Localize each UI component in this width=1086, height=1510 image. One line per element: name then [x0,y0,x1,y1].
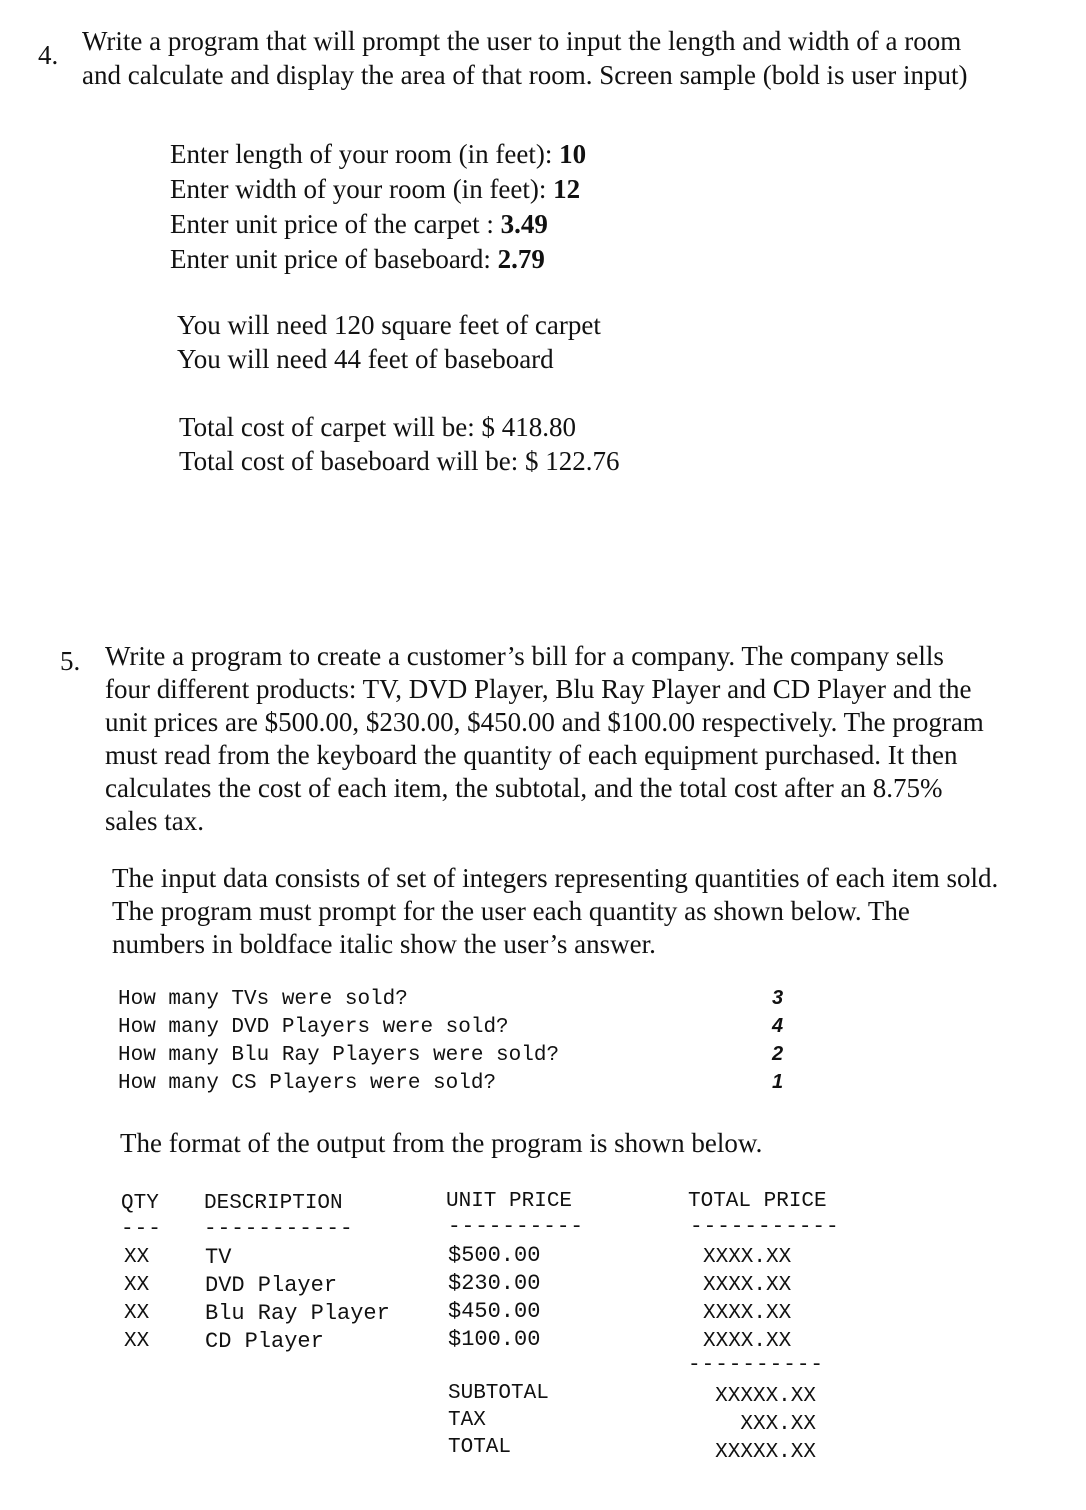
q4-input-length [170,137,586,172]
table-row-desc: DVD Player [205,1273,338,1298]
table-row-total: XXXX.XX [703,1246,792,1269]
total-value: XXXXX.XX [715,1441,816,1464]
q4-input-width [170,172,586,207]
user-input-value: 2.79 [497,244,545,274]
q4-cost-baseboard: Total cost of baseboard will be: $ 122.76 [179,446,620,476]
underline-unit-price: ---------- [448,1216,585,1239]
q5-format-text: The format of the output from the program is shown below. [120,1128,763,1158]
table-row-desc: CD Player [205,1329,324,1354]
table-row-total: XXXX.XX [703,1330,792,1353]
q4-need-carpet: You will need 120 square feet of carpet [177,310,601,340]
total-label: TOTAL [448,1436,512,1459]
q4-sample-inputs [170,137,586,277]
underline-total-price: ----------- [690,1216,840,1239]
table-row-desc: TV [205,1245,232,1270]
prompt-text: Enter unit price of the carpet : [170,209,494,239]
table-header-qty: QTY [121,1192,159,1215]
table-header-total-price: TOTAL PRICE [688,1190,827,1213]
table-row-desc: Blu Ray Player [205,1301,390,1326]
table-qty-column [124,1244,149,1356]
answer-cs: 1 [772,1071,784,1093]
q4-need-baseboard: You will need 44 feet of baseboard [177,344,554,374]
table-row-unit: $100.00 [448,1327,541,1352]
q5-input-line-2: The program must prompt for the user each quantity as shown below. The [112,896,910,926]
table-row-qty: XX [124,1302,150,1325]
q5-number: 5. [60,646,81,676]
answer-bluray: 2 [772,1043,784,1065]
table-row-qty: XX [124,1330,150,1353]
answer-tvs: 3 [772,987,784,1009]
prompt-bluray: How many Blu Ray Players were sold? [118,1044,560,1067]
answer-dvd: 4 [772,1015,784,1037]
subtotal-value: XXXXX.XX [715,1385,816,1408]
table-row-unit: $500.00 [448,1243,541,1268]
user-input-value: 10 [559,139,587,169]
table-header-unit-price: UNIT PRICE [446,1190,573,1213]
q4-line-1: Write a program that will prompt the user to input the length and width of a room [82,26,962,56]
q4-input-carpet-price [170,207,586,242]
q5-statement [105,640,984,838]
q4-line-2: and calculate and display the area of that room. Screen sample (bold is user input) [82,60,968,90]
table-desc-column [205,1244,390,1356]
table-unit-column [448,1242,540,1354]
q4-cost-carpet: Total cost of carpet will be: $ 418.80 [179,412,577,442]
user-input-value: 3.49 [500,209,548,239]
q5-prompts [118,986,559,1098]
q5-input-line-1: The input data consists of set of integers representing quantities of each item sold. [112,863,999,893]
prompt-tvs: How many TVs were sold? [118,988,408,1011]
q5-line-1: Write a program to create a customer’s bill for a company. The company sells [105,641,944,671]
table-row-unit: $450.00 [448,1299,541,1324]
table-row-total: XXXX.XX [703,1274,792,1297]
q5-input-line-3: numbers in boldface italic show the user’s answer. [112,929,656,959]
summary-labels [448,1380,549,1461]
table-row-qty: XX [124,1246,150,1269]
prompt-text: Enter length of your room (in feet): [170,139,553,169]
summary-separator: ---------- [688,1354,825,1377]
q5-answers [772,984,783,1096]
q4-costs [179,410,620,478]
q5-input-description [112,862,998,961]
q4-statement [82,24,967,92]
table-row-unit: $230.00 [448,1271,541,1296]
q5-line-3: unit prices are $500.00, $230.00, $450.00 and $100.00 respectively. The program [105,707,984,737]
q5-line-4: must read from the keyboard the quantity of each equipment purchased. It then [105,740,958,770]
table-row-total: XXXX.XX [703,1302,792,1325]
prompt-text: Enter width of your room (in feet): [170,174,547,204]
prompt-dvd: How many DVD Players were sold? [118,1016,509,1039]
q5-line-6: sales tax. [105,806,204,836]
q4-needs [177,308,601,376]
summary-values [694,1383,816,1467]
prompt-cs: How many CS Players were sold? [118,1072,497,1095]
subtotal-label: SUBTOTAL [448,1382,549,1405]
user-input-value: 12 [553,174,581,204]
tax-label: TAX [448,1409,486,1432]
underline-qty: --- [121,1218,162,1241]
q4-number: 4. [38,40,59,70]
underline-description: ----------- [204,1218,354,1241]
prompt-text: Enter unit price of baseboard: [170,244,491,274]
table-row-qty: XX [124,1274,150,1297]
table-total-column [703,1244,791,1356]
q5-line-5: calculates the cost of each item, the subtotal, and the total cost after an 8.75% [105,773,943,803]
tax-value: XXX.XX [740,1413,816,1436]
table-header-description: DESCRIPTION [204,1192,343,1215]
q5-line-2: four different products: TV, DVD Player, Blu Ray Player and CD Player and the [105,674,972,704]
q4-input-baseboard-price [170,242,586,277]
